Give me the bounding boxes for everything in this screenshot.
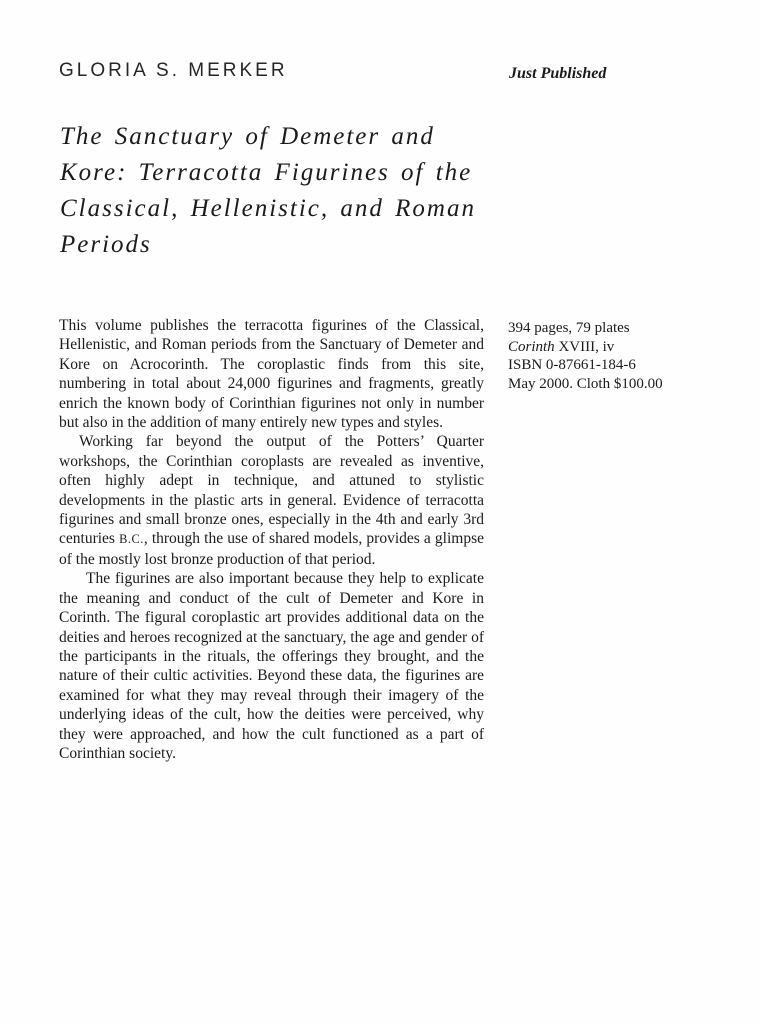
pages-plates: 394 pages, 79 plates	[508, 320, 630, 336]
author-name: GLORIA S. MERKER	[59, 60, 288, 81]
availability-price: May 2000. Cloth $100.00	[508, 376, 663, 393]
isbn: ISBN 0-87661-184-6	[508, 357, 636, 374]
description-paragraph-3: The figurines are also important because they help to explicate the meaning and conduct of the cult of Demeter and Kore in Corinth. The figural coroplastic art provides additional data on the deities and heroes recognized at the sanctuary, the age and gender of the participants in the rituals, the offerings they brought, and the nature of their cultic activities. Beyond these data, the figurines are examined for what they may reveal through their imagery of the underlying ideas of the cult, how the deities were perceived, why they were approached, and how the cult functioned as a part of Corinthian society.	[59, 570, 484, 762]
series-volume-number: XVIII, iv	[554, 338, 615, 355]
book-title-line-3: Classical, Hellenistic, and Roman	[60, 195, 476, 222]
era-abbreviation: B.C.	[119, 532, 144, 547]
description-paragraph-2	[59, 432, 484, 569]
just-published-badge: Just Published	[509, 65, 607, 82]
book-title	[60, 119, 476, 263]
paragraph-2-text-before: Working far beyond the output of the Potters’ Quarter workshops, the Corinthian coroplasts are revealed as inventive, often highly adept in technique, and attuned to stylistic developments in the plastic arts in general. Evidence of terracotta figurines and small bronze ones, especially in the 4th and early 3rd centuries	[59, 433, 484, 548]
book-title-line-4: Periods	[60, 231, 152, 258]
book-title-line-1: The Sanctuary of Demeter and	[60, 123, 435, 150]
publication-details	[508, 319, 663, 394]
series-name: Corinth	[508, 338, 555, 355]
book-description	[59, 316, 484, 763]
series-volume	[508, 338, 663, 357]
paragraph-2-text-after: , through the use of shared models, provides a glimpse of the mostly lost bronze production of that period.	[59, 530, 484, 568]
book-title-line-2: Kore: Terracotta Figurines of the	[60, 159, 473, 186]
description-paragraph-1: This volume publishes the terracotta figurines of the Classical, Hellenistic, and Roman periods from the Sanctuary of Demeter and Kore on Acrocorinth. The coroplastic finds from this site, numbering in total about 24,000 figurines and fragments, greatly enrich the known body of Corinthian figurines not only in number but also in the addition of many entirely new types and styles.	[59, 317, 484, 432]
